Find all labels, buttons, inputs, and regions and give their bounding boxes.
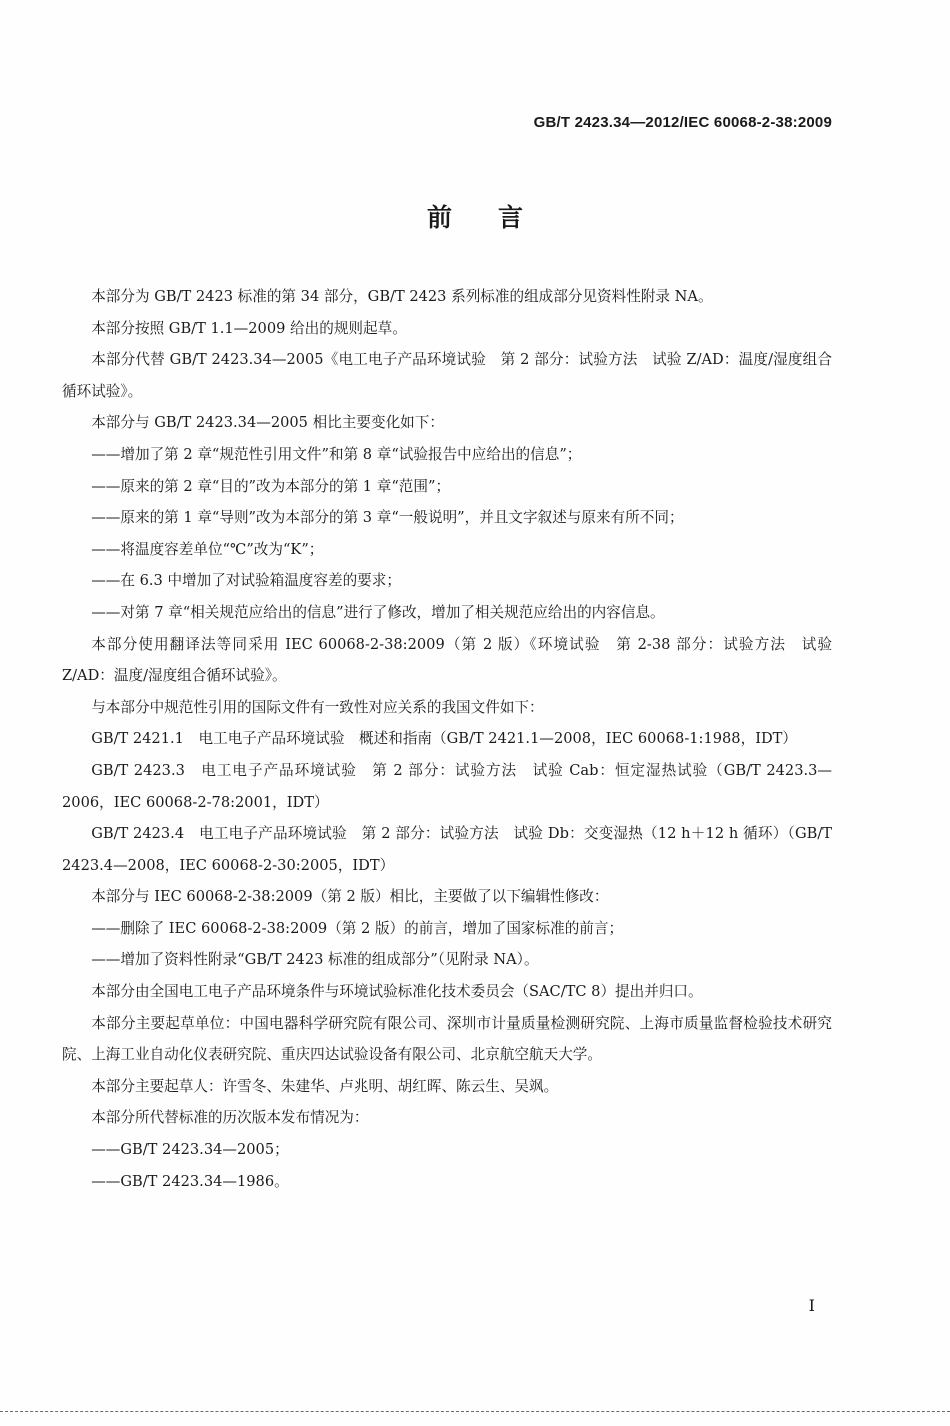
standard-code-header: GB/T 2423.34—2012/IEC 60068-2-38:2009 — [533, 114, 832, 131]
paragraph: 本部分与 GB/T 2423.34—2005 相比主要变化如下： — [91, 414, 444, 432]
paragraph: 本部分为 GB/T 2423 标准的第 34 部分，GB/T 2423 系列标准的组成部分见资料性附录 NA。 — [91, 288, 713, 305]
foreword-body — [62, 281, 832, 1197]
reference-entry: GB/T 2421.1 电工电子产品环境试验 概述和指南（GB/T 2421.1—2008，IEC 60068-1:1988，IDT） — [91, 730, 797, 748]
bottom-divider — [0, 1411, 950, 1412]
page-title: 前言 — [426, 203, 569, 232]
list-item: ——原来的第 2 章“目的”改为本部分的第 1 章“范围”； — [91, 477, 451, 495]
list-item: ——GB/T 2423.34—1986。 — [91, 1172, 289, 1190]
list-item: ——增加了资料性附录“GB/T 2423 标准的组成部分”（见附录 NA）。 — [91, 951, 539, 969]
paragraph: 本部分由全国电工电子产品环境条件与环境试验标准化技术委员会（SAC/TC 8）提出并归口。 — [91, 983, 703, 1001]
paragraph: 本部分使用翻译法等同采用 IEC 60068-2-38:2009（第 2 版）《环境试验 第 2-38 部分：试验方法 试验 Z/AD：温度/湿度组合循环试验》。 — [62, 635, 832, 685]
list-item: ——将温度容差单位“℃”改为“K”； — [91, 540, 324, 558]
paragraph: 本部分所代替标准的历次版本发布情况为： — [91, 1109, 369, 1127]
reference-entry: GB/T 2423.3 电工电子产品环境试验 第 2 部分：试验方法 试验 Cab：恒定湿热试验（GB/T 2423.3—2006，IEC 60068-2-78:2001，IDT） — [62, 761, 832, 811]
list-item: ——删除了 IEC 60068-2-38:2009（第 2 版）的前言，增加了国家标准的前言； — [91, 919, 624, 937]
list-item: ——原来的第 1 章“导则”改为本部分的第 3 章“一般说明”，并且文字叙述与原来有所不同； — [91, 509, 684, 527]
list-item: ——GB/T 2423.34—2005； — [91, 1141, 289, 1159]
paragraph: 本部分与 IEC 60068-2-38:2009（第 2 版）相比，主要做了以下编辑性修改： — [91, 888, 609, 906]
paragraph: 本部分代替 GB/T 2423.34—2005《电工电子产品环境试验 第 2 部分：试验方法 试验 Z/AD：温度/湿度组合循环试验》。 — [62, 351, 832, 400]
reference-entry: GB/T 2423.4 电工电子产品环境试验 第 2 部分：试验方法 试验 Db：交变湿热（12 h＋12 h 循环）（GB/T 2423.4—2008，IEC 60068-2-30:2005，IDT） — [62, 825, 832, 874]
paragraph: 与本部分中规范性引用的国际文件有一致性对应关系的我国文件如下： — [91, 698, 544, 716]
paragraph: 本部分主要起草人：许雪冬、朱建华、卢兆明、胡红晖、陈云生、吴飒。 — [91, 1077, 559, 1095]
paragraph: 本部分主要起草单位：中国电器科学研究院有限公司、深圳市计量质量检测研究院、上海市质量监督检验技术研究院、上海工业自动化仪表研究院、重庆四达试验设备有限公司、北京航空航天大学。 — [62, 1014, 832, 1064]
list-item: ——增加了第 2 章“规范性引用文件”和第 8 章“试验报告中应给出的信息”； — [91, 445, 582, 463]
page-number: I — [808, 1296, 815, 1315]
list-item: ——对第 7 章“相关规范应给出的信息”进行了修改，增加了相关规范应给出的内容信息。 — [91, 603, 665, 621]
list-item: ——在 6.3 中增加了对试验箱温度容差的要求； — [91, 572, 401, 590]
paragraph: 本部分按照 GB/T 1.1—2009 给出的规则起草。 — [91, 319, 407, 337]
